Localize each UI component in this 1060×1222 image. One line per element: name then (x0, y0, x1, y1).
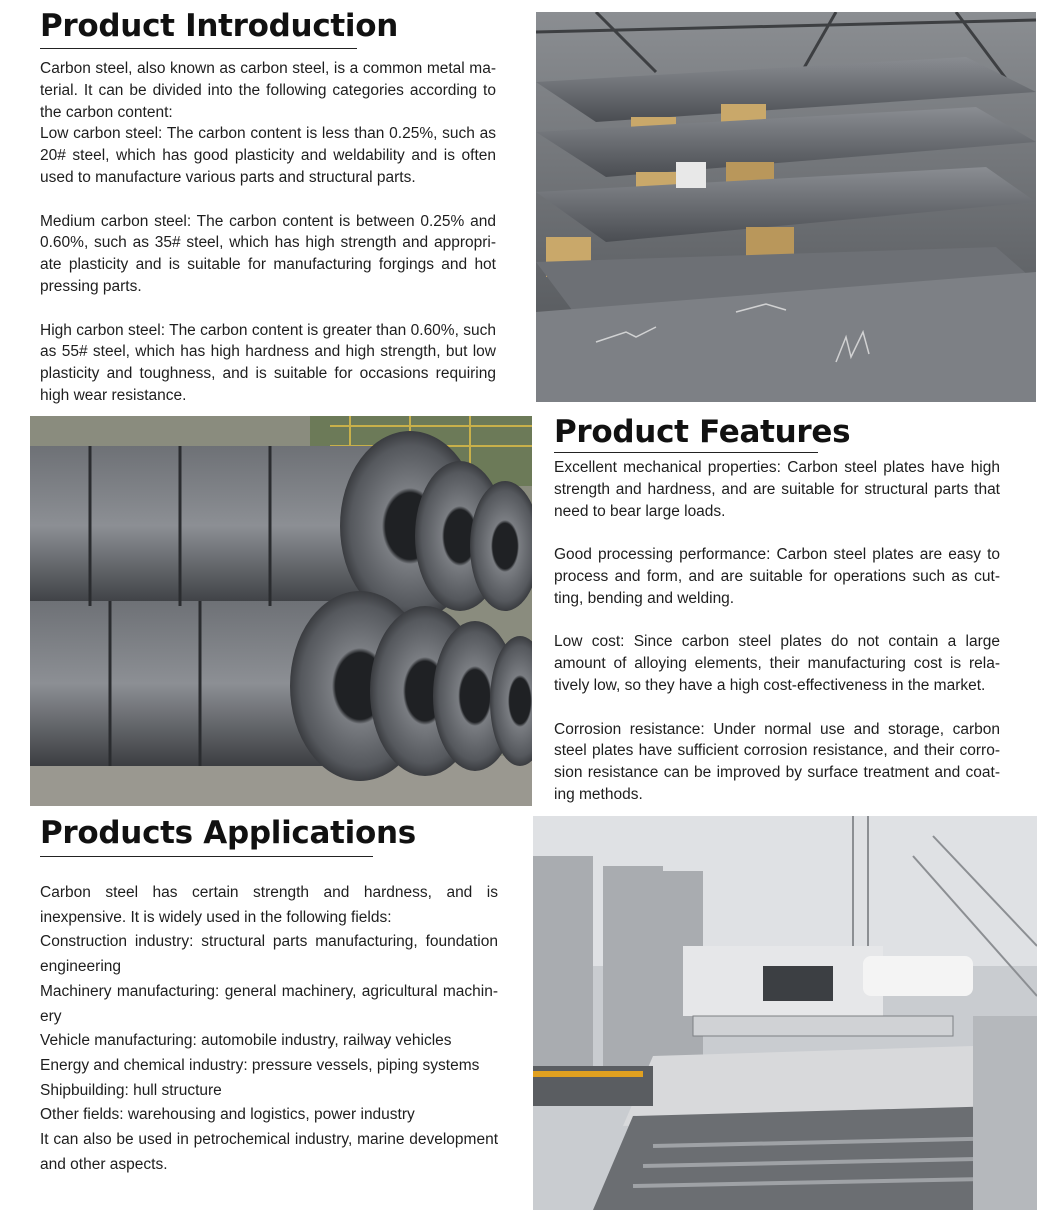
applications-line: Other fields: warehousing and logistics, power industry (40, 1106, 415, 1124)
applications-line: Shipbuilding: hull structure (40, 1081, 222, 1099)
intro-title-underline (40, 48, 357, 49)
intro-title: Product Introduction (40, 8, 399, 44)
intro-paragraph: Low carbon steel: The carbon content is less than 0.25%, such as 20# steel, which has good plasticity and weldability and is often used to manufacture various parts and structural parts. (40, 125, 496, 186)
applications-line: Machinery manufacturing: general machinery, agricultural machinery (40, 982, 498, 1025)
features-paragraph: Excellent mechanical properties: Carbon steel plates have high strength and hardness, and are suitable for structural parts that need to bear large loads. (554, 459, 1000, 520)
applications-text (40, 881, 498, 1177)
intro-paragraph: High carbon steel: The carbon content is greater than 0.60%, such as 55# steel, which has high hardness and high strength, but low plasticity and toughness, and is suitable for occasions requiring high wear resistance. (40, 321, 496, 404)
steel-coils-photo (30, 416, 532, 806)
features-title-underline (554, 452, 818, 453)
intro-text (40, 58, 496, 407)
applications-title: Products Applications (40, 815, 416, 851)
intro-paragraph: Carbon steel, also known as carbon steel, is a common metal material. It can be divided into the following categories according to the carbon content: (40, 60, 496, 121)
steel-plates-photo (536, 12, 1036, 402)
features-title: Product Features (554, 414, 851, 450)
intro-paragraph: Medium carbon steel: The carbon content is between 0.25% and 0.60%, such as 35# steel, which has high strength and appropriate plasticity and is suitable for manufacturing forgings and hot pressing parts. (40, 212, 496, 295)
applications-line: Carbon steel has certain strength and hardness, and is inexpensive. It is widely used in the following fields: (40, 884, 498, 926)
features-paragraph: Low cost: Since carbon steel plates do not contain a large amount of alloying elements, their manufacturing cost is relatively low, so they have a high cost-effectiveness in the market. (554, 633, 1000, 694)
features-paragraph: Good processing performance: Carbon steel plates are easy to process and form, and are suitable for operations such as cutting, bending and welding. (554, 546, 1000, 607)
features-text (554, 457, 1000, 806)
factory-machine-photo (533, 816, 1037, 1210)
applications-line: Vehicle manufacturing: automobile industry, railway vehicles (40, 1032, 452, 1050)
features-paragraph: Corrosion resistance: Under normal use and storage, carbon steel plates have sufficient corrosion resistance, and their corrosion resistance can be improved by surface treatment and coating methods. (554, 720, 1000, 803)
applications-line: Construction industry: structural parts manufacturing, foundation engineering (40, 933, 498, 976)
applications-title-underline (40, 856, 373, 857)
applications-line: It can also be used in petrochemical industry, marine development and other aspects. (40, 1131, 498, 1173)
applications-line: Energy and chemical industry: pressure vessels, piping systems (40, 1056, 480, 1074)
